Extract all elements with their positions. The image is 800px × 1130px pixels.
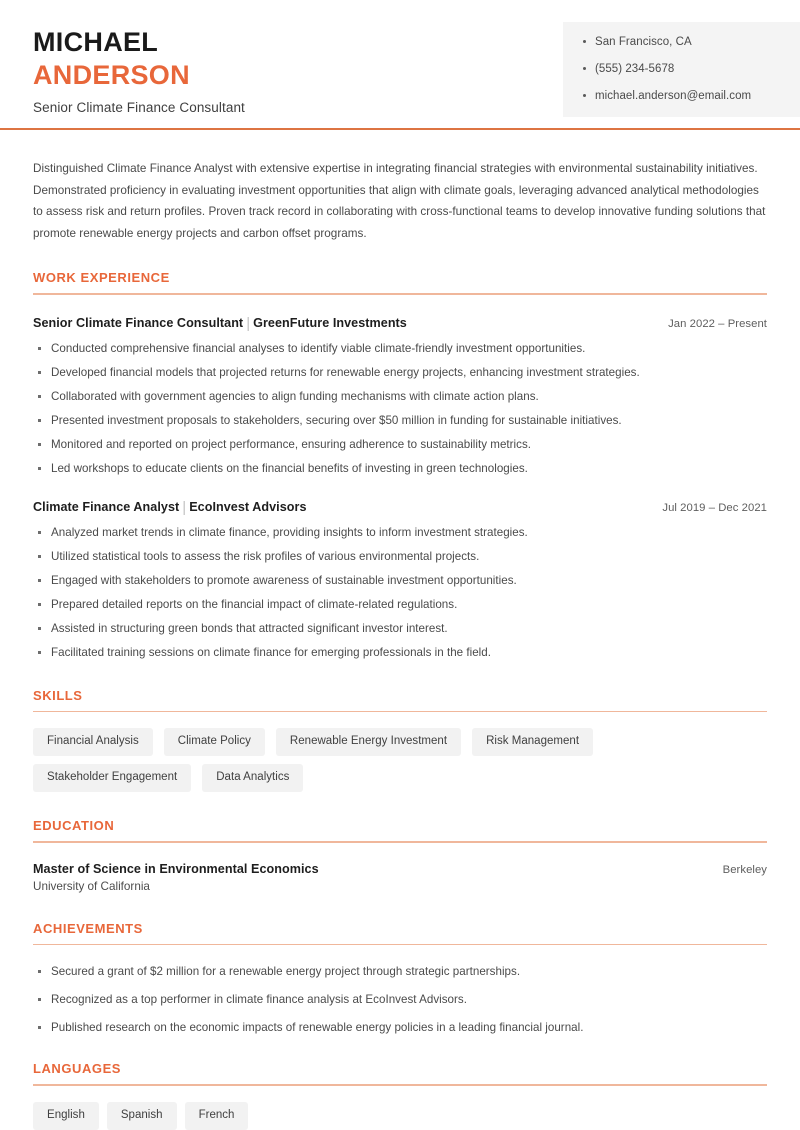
list-item [33, 598, 767, 612]
work-entry-header [33, 498, 767, 515]
work-entry [33, 498, 767, 660]
section-divider [33, 293, 767, 295]
skills-chip-list [33, 728, 673, 792]
section-divider [33, 841, 767, 843]
header-divider [0, 128, 800, 130]
section-title-work-experience: WORK EXPERIENCE [33, 270, 170, 285]
contact-item-phone[interactable] [583, 63, 800, 76]
language-chip[interactable]: Spanish [107, 1102, 177, 1130]
list-item-text: Analyzed market trends in climate finance, providing insights to inform investment strategies. [51, 525, 528, 539]
list-item [33, 342, 767, 356]
section-title-achievements: ACHIEVEMENTS [33, 920, 143, 936]
bullet-square-icon [38, 627, 41, 630]
list-item [33, 622, 767, 636]
candidate-headline: Senior Climate Finance Consultant [33, 100, 245, 115]
section-achievements [33, 921, 767, 1036]
title-separator: | [246, 314, 251, 332]
education-entry [33, 862, 767, 893]
work-company: EcoInvest Advisors [189, 499, 307, 514]
list-item [33, 462, 767, 476]
contact-item-email[interactable] [583, 90, 800, 103]
work-entry-date: Jul 2019 – Dec 2021 [662, 501, 767, 514]
list-item [33, 574, 767, 588]
bullet-square-icon [38, 531, 41, 534]
title-separator: | [182, 498, 187, 516]
list-item-text: Collaborated with government agencies to align funding mechanisms with climate action plans. [51, 389, 539, 403]
work-entry-bullets [33, 526, 767, 660]
education-entry-header [33, 862, 767, 876]
section-divider [33, 1084, 767, 1086]
candidate-first-name: MICHAEL [33, 27, 159, 57]
list-item-text: Published research on the economic impacts of renewable energy policies in a leading financial journal. [51, 1021, 584, 1034]
bullet-square-icon [38, 998, 41, 1001]
education-location: Berkeley [722, 863, 767, 876]
list-item [33, 438, 767, 452]
resume-body [0, 158, 800, 1130]
skill-chip[interactable]: Renewable Energy Investment [276, 728, 461, 756]
bullet-square-icon [38, 603, 41, 606]
bullet-square-icon [38, 555, 41, 558]
work-entry-bullets [33, 342, 767, 476]
language-chip[interactable]: French [185, 1102, 249, 1130]
list-item-text: Developed financial models that projected returns for renewable energy projects, enhancing investment strategies. [51, 365, 640, 379]
list-item-text: Facilitated training sessions on climate finance for emerging professionals in the field. [51, 645, 491, 659]
skill-chip[interactable]: Climate Policy [164, 728, 265, 756]
list-item [33, 526, 767, 540]
bullet-square-icon [38, 395, 41, 398]
section-work-experience [33, 270, 767, 660]
bullet-square-icon [38, 347, 41, 350]
contact-location-text: San Francisco, CA [595, 36, 692, 48]
bullet-square-icon [38, 467, 41, 470]
list-item [33, 366, 767, 380]
section-skills [33, 688, 767, 793]
section-title-education: EDUCATION [33, 818, 115, 833]
list-item-text: Prepared detailed reports on the financial impact of climate-related regulations. [51, 597, 458, 611]
list-item-text: Recognized as a top performer in climate finance analysis at EcoInvest Advisors. [51, 993, 467, 1006]
professional-summary: Distinguished Climate Finance Analyst with extensive expertise in integrating financial strategies with environmental sustainability initiatives. Demonstrated proficiency in evaluating investment opportunities that align with climate goals, leveraging advanced analytical methodologies to assess risk and return profiles. Proven track record in collaborating with cross-functional teams to develop innovative funding solutions that promote renewable energy projects and carbon offset programs. [33, 162, 766, 240]
work-company: GreenFuture Investments [253, 315, 407, 330]
header-identity [33, 26, 245, 115]
list-item [33, 414, 767, 428]
skill-chip[interactable]: Financial Analysis [33, 728, 153, 756]
education-degree: Master of Science in Environmental Economics [33, 861, 319, 876]
section-languages [33, 1061, 767, 1130]
contact-phone-text: (555) 234-5678 [595, 63, 675, 75]
achievements-bullets [33, 965, 767, 1035]
list-item-text: Led workshops to educate clients on the financial benefits of investing in green technologies. [51, 461, 528, 475]
bullet-square-icon [38, 651, 41, 654]
list-item-text: Conducted comprehensive financial analyses to identify viable climate-friendly investment opportunities. [51, 341, 586, 355]
work-entry-title [33, 498, 307, 515]
contact-item-location[interactable] [583, 36, 800, 49]
work-entry-title [33, 314, 407, 331]
bullet-square-icon [38, 579, 41, 582]
work-entry-date: Jan 2022 – Present [668, 317, 767, 330]
candidate-last-name: ANDERSON [33, 60, 190, 90]
bullet-dot-icon [583, 40, 586, 43]
skill-chip[interactable]: Risk Management [472, 728, 593, 756]
bullet-dot-icon [583, 94, 586, 97]
bullet-dot-icon [583, 67, 586, 70]
section-education [33, 818, 767, 893]
education-school: University of California [33, 879, 150, 893]
list-item [33, 390, 767, 404]
work-role: Senior Climate Finance Consultant [33, 315, 244, 330]
candidate-name [33, 26, 245, 59]
section-divider [33, 944, 767, 946]
bullet-square-icon [38, 443, 41, 446]
list-item [33, 965, 767, 979]
list-item-text: Assisted in structuring green bonds that attracted significant investor interest. [51, 621, 448, 635]
work-role: Climate Finance Analyst [33, 499, 180, 514]
list-item-text: Secured a grant of $2 million for a renewable energy project through strategic partnerships. [51, 965, 521, 978]
list-item [33, 993, 767, 1007]
contact-info-box [563, 22, 800, 117]
list-item-text: Utilized statistical tools to assess the risk profiles of various environmental projects. [51, 549, 480, 563]
section-title-languages: LANGUAGES [33, 1061, 122, 1076]
bullet-square-icon [38, 371, 41, 374]
languages-chip-list [33, 1102, 733, 1130]
work-entry [33, 314, 767, 476]
language-chip[interactable]: English [33, 1102, 99, 1130]
list-item-text: Presented investment proposals to stakeholders, securing over $50 million in funding for sustainable initiatives. [51, 413, 622, 427]
skill-chip[interactable]: Stakeholder Engagement [33, 764, 191, 792]
skill-chip[interactable]: Data Analytics [202, 764, 303, 792]
list-item-text: Monitored and reported on project performance, ensuring adherence to sustainability metrics. [51, 437, 532, 451]
list-item [33, 550, 767, 564]
contact-email-text: michael.anderson@email.com [595, 90, 752, 102]
resume-header [0, 0, 800, 128]
list-item [33, 1021, 767, 1035]
section-divider [33, 711, 767, 713]
bullet-square-icon [38, 419, 41, 422]
work-entry-header [33, 314, 767, 331]
list-item [33, 646, 767, 660]
section-title-skills: SKILLS [33, 687, 83, 703]
bullet-square-icon [38, 970, 41, 973]
list-item-text: Engaged with stakeholders to promote awareness of sustainable investment opportunities. [51, 573, 517, 587]
bullet-square-icon [38, 1026, 41, 1029]
